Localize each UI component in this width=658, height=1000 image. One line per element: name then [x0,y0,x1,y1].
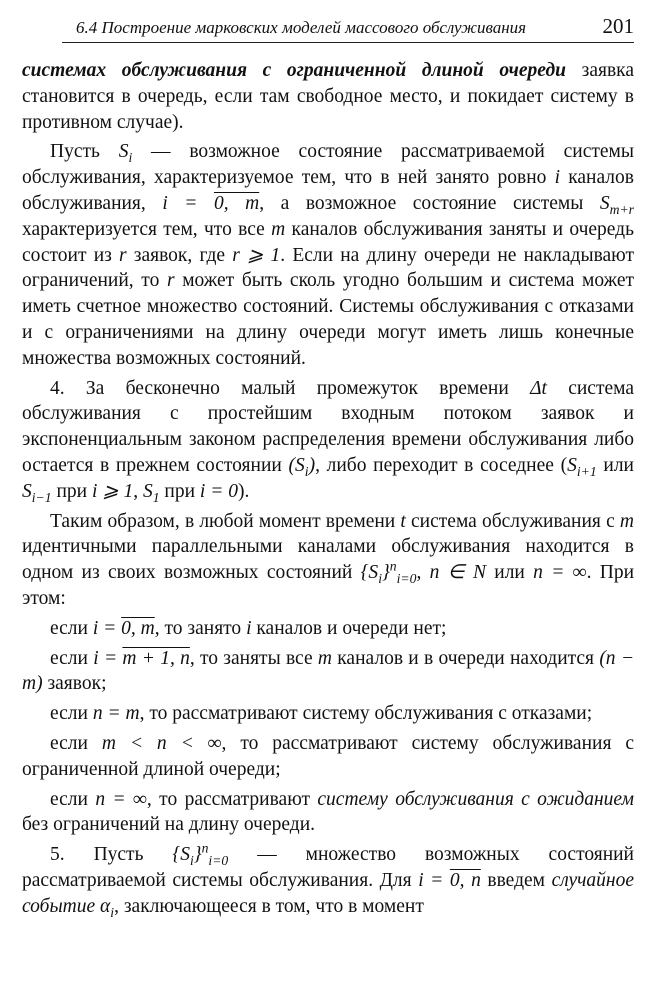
emphasis-term: случайное событие [22,869,634,917]
math-s-i: $S_i$ [118,141,133,166]
case-4: если m < n < ∞, то рассматривают систему обслуживания с ограниченной длиной очереди; [22,732,634,780]
case-5: если n = ∞, то рассматривают систему обслуживания с ожиданием без ограничений на длину очереди. [22,788,634,836]
case-2: если i = m + 1, n, то заняты все m каналов и в очереди находится (n − m) заявок; [22,647,634,695]
math-s-m-plus-r: $S_{m+r}$ [599,192,634,217]
header-title: 6.4 Построение марковских моделей массового обслуживания [76,18,527,37]
case-1: если i = 0, m, то занято i каналов и очереди нет; [50,617,447,639]
page-number: 201 [602,14,634,38]
math-range-0-m: i = 0, m [162,192,260,214]
emphasis-term: системах обслуживания с ограниченной длиной очереди [22,60,566,81]
math-state-si: $(S_i)$ [288,454,316,479]
running-header [62,14,634,43]
paragraph-2: Пусть $S_i$ — возможное состояние рассматриваемой системы обслуживания, характеризуемое тем, что в ней занято ровно i каналов обслуживания, i = 0, m, а возможное состояние системы $S_{m+r}$ характеризуется тем, что все m каналов обслуживания заняты и очередь состоит из r заявок, где r ⩾ 1. Если на длину очереди не накладывают ограничений, то r может быть сколь угодно большим и система может иметь счетное множество состояний. Системы обслуживания с отказами и с ограничениями на длину очереди могут иметь лишь конечные множества возможных состояний. [22,141,635,369]
paragraph-4: Таким образом, в любой момент времени t система обслуживания с m идентичными параллельными каналами обслуживания находится в одном из своих возможных состояний $\{S_i\}^n_{i=0}$, n ∈ N или n = ∞. При этом: [22,510,635,609]
paragraph-3: 4. За бесконечно малый промежуток времени Δt система обслуживания с простейшим входным потоком заявок и экспоненциальным законом распределения времени обслуживания либо остается в прежнем состоянии $(S_i)$, либо переходит в соседнее ($S_{i+1}$ или $S_{i-1}$ при i ⩾ 1, $S_1$ при i = 0). [22,377,634,505]
emphasis-term: систему обслуживания с ожиданием [317,788,634,810]
math-state-set: $\{S_i\}^n_{i=0}$ [360,558,417,587]
case-3: если n = m, то рассматривают систему обслуживания с отказами; [50,703,593,725]
paragraph-1: системах обслуживания с ограниченной длиной очереди заявка становится в очередь, если там свободное место, и покидает систему в противном случае). [22,60,634,133]
body-text [22,58,634,920]
paragraph-5: 5. Пусть $\{S_i\}^n_{i=0}$ — множество возможных состояний рассматриваемой системы обслуживания. Для i = 0, n введем случайное событие $\alpha_i$, заключающееся в том, что в момент [22,840,634,920]
